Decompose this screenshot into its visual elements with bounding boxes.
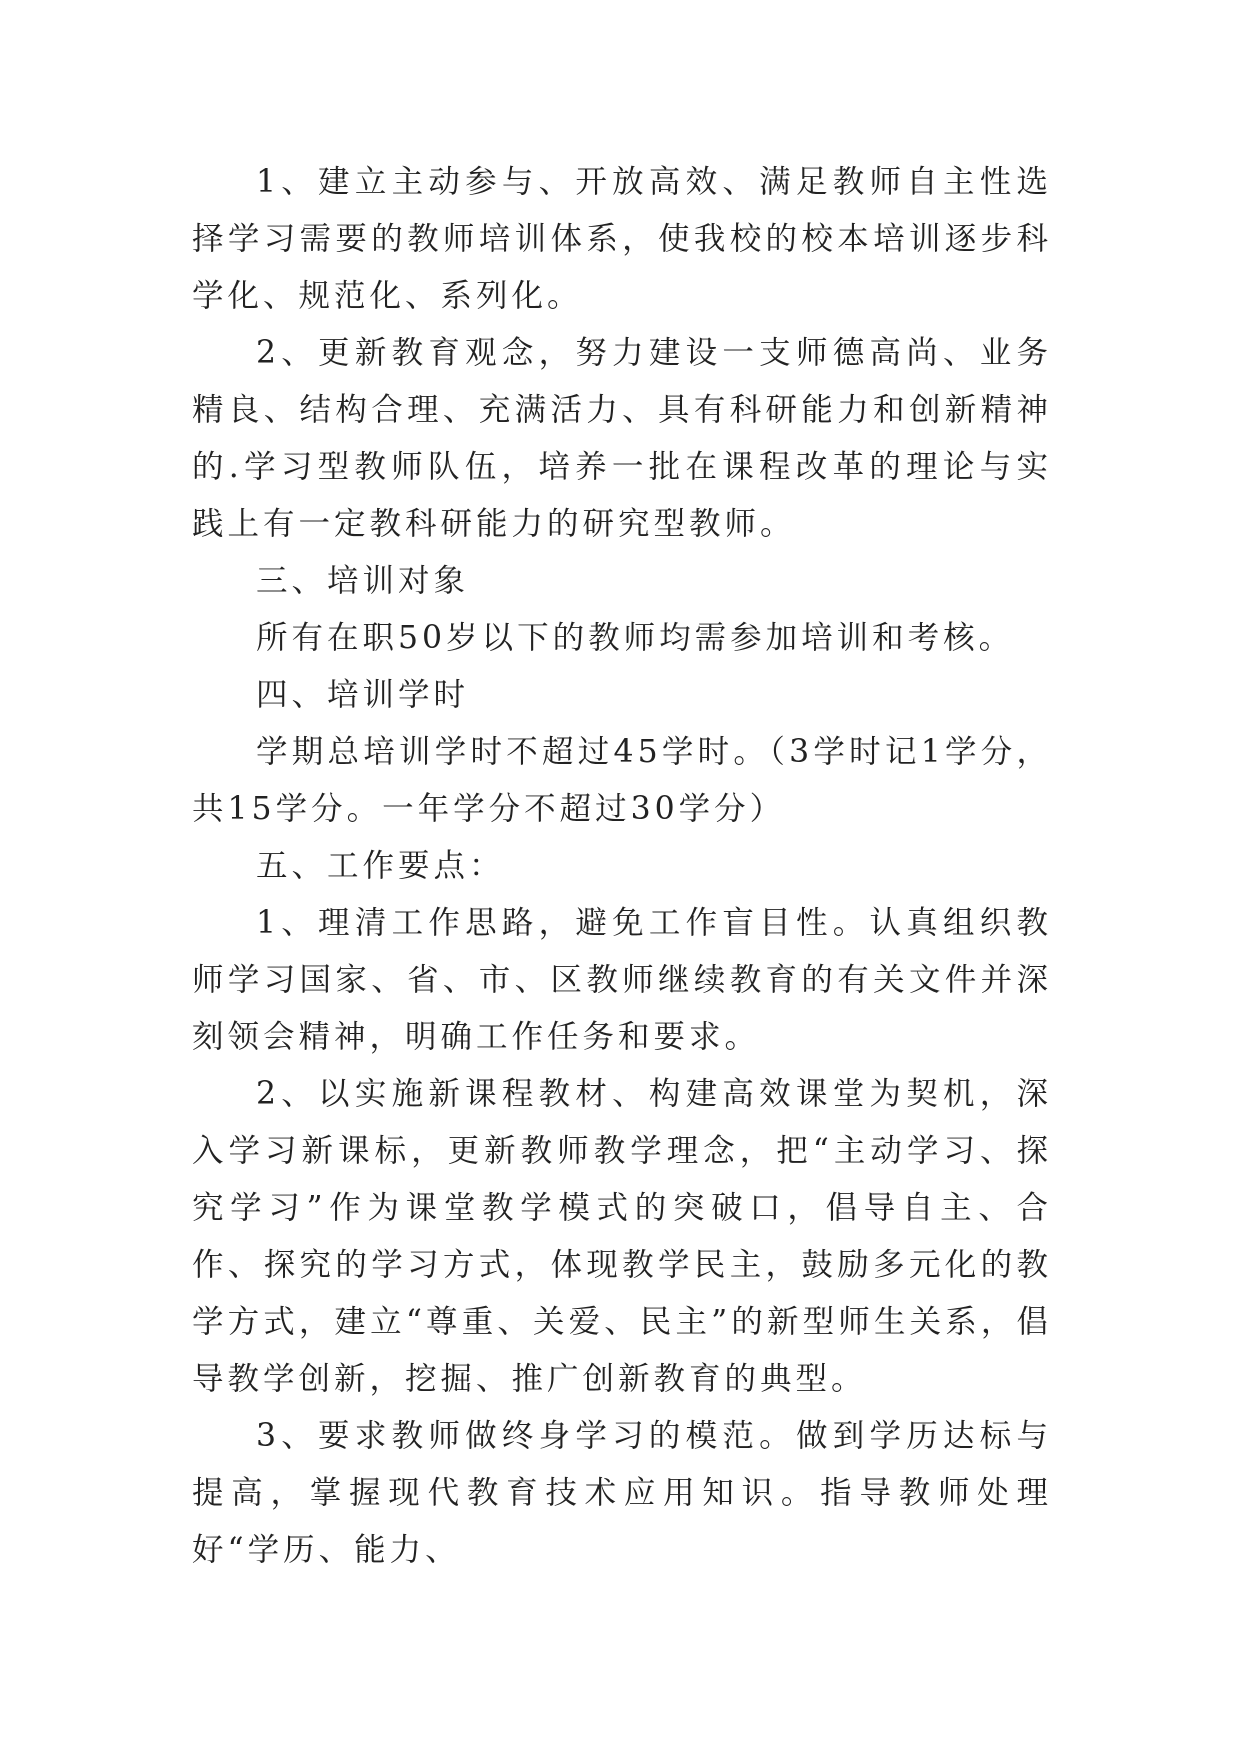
paragraph-work-point-1: 1、理清工作思路，避免工作盲目性。认真组织教师学习国家、省、市、区教师继续教育的有关文件并深刻领会精神，明确工作任务和要求。 (192, 905, 1052, 1055)
heading-work-points: 五、工作要点： (256, 848, 505, 884)
heading-training-hours: 四、培训学时 (256, 677, 470, 713)
document-body (192, 154, 1052, 1579)
heading-training-target: 三、培训对象 (256, 563, 470, 599)
paragraph-training-hours: 学期总培训学时不超过45学时。（3学时记1学分，共15学分。一年学分不超过30学分） (192, 734, 1052, 827)
paragraph-work-point-3: 3、要求教师做终身学习的模范。做到学历达标与提高，掌握现代教育技术应用知识。指导教师处理好“学历、能力、 (192, 1418, 1052, 1568)
paragraph-training-target: 所有在职50岁以下的教师均需参加培训和考核。 (256, 620, 1015, 656)
paragraph-work-point-2: 2、以实施新课程教材、构建高效课堂为契机，深入学习新课标，更新教师教学理念，把“主动学习、探究学习”作为课堂教学模式的突破口，倡导自主、合作、探究的学习方式，体现教学民主，鼓励多元化的教学方式，建立“尊重、关爱、民主”的新型师生关系，倡导教学创新，挖掘、推广创新教育的典型。 (192, 1076, 1052, 1397)
paragraph-goal-1: 1、建立主动参与、开放高效、满足教师自主性选择学习需要的教师培训体系，使我校的校本培训逐步科学化、规范化、系列化。 (192, 164, 1052, 314)
paragraph-goal-2: 2、更新教育观念，努力建设一支师德高尚、业务精良、结构合理、充满活力、具有科研能力和创新精神的.学习型教师队伍，培养一批在课程改革的理论与实践上有一定教科研能力的研究型教师。 (192, 335, 1052, 542)
